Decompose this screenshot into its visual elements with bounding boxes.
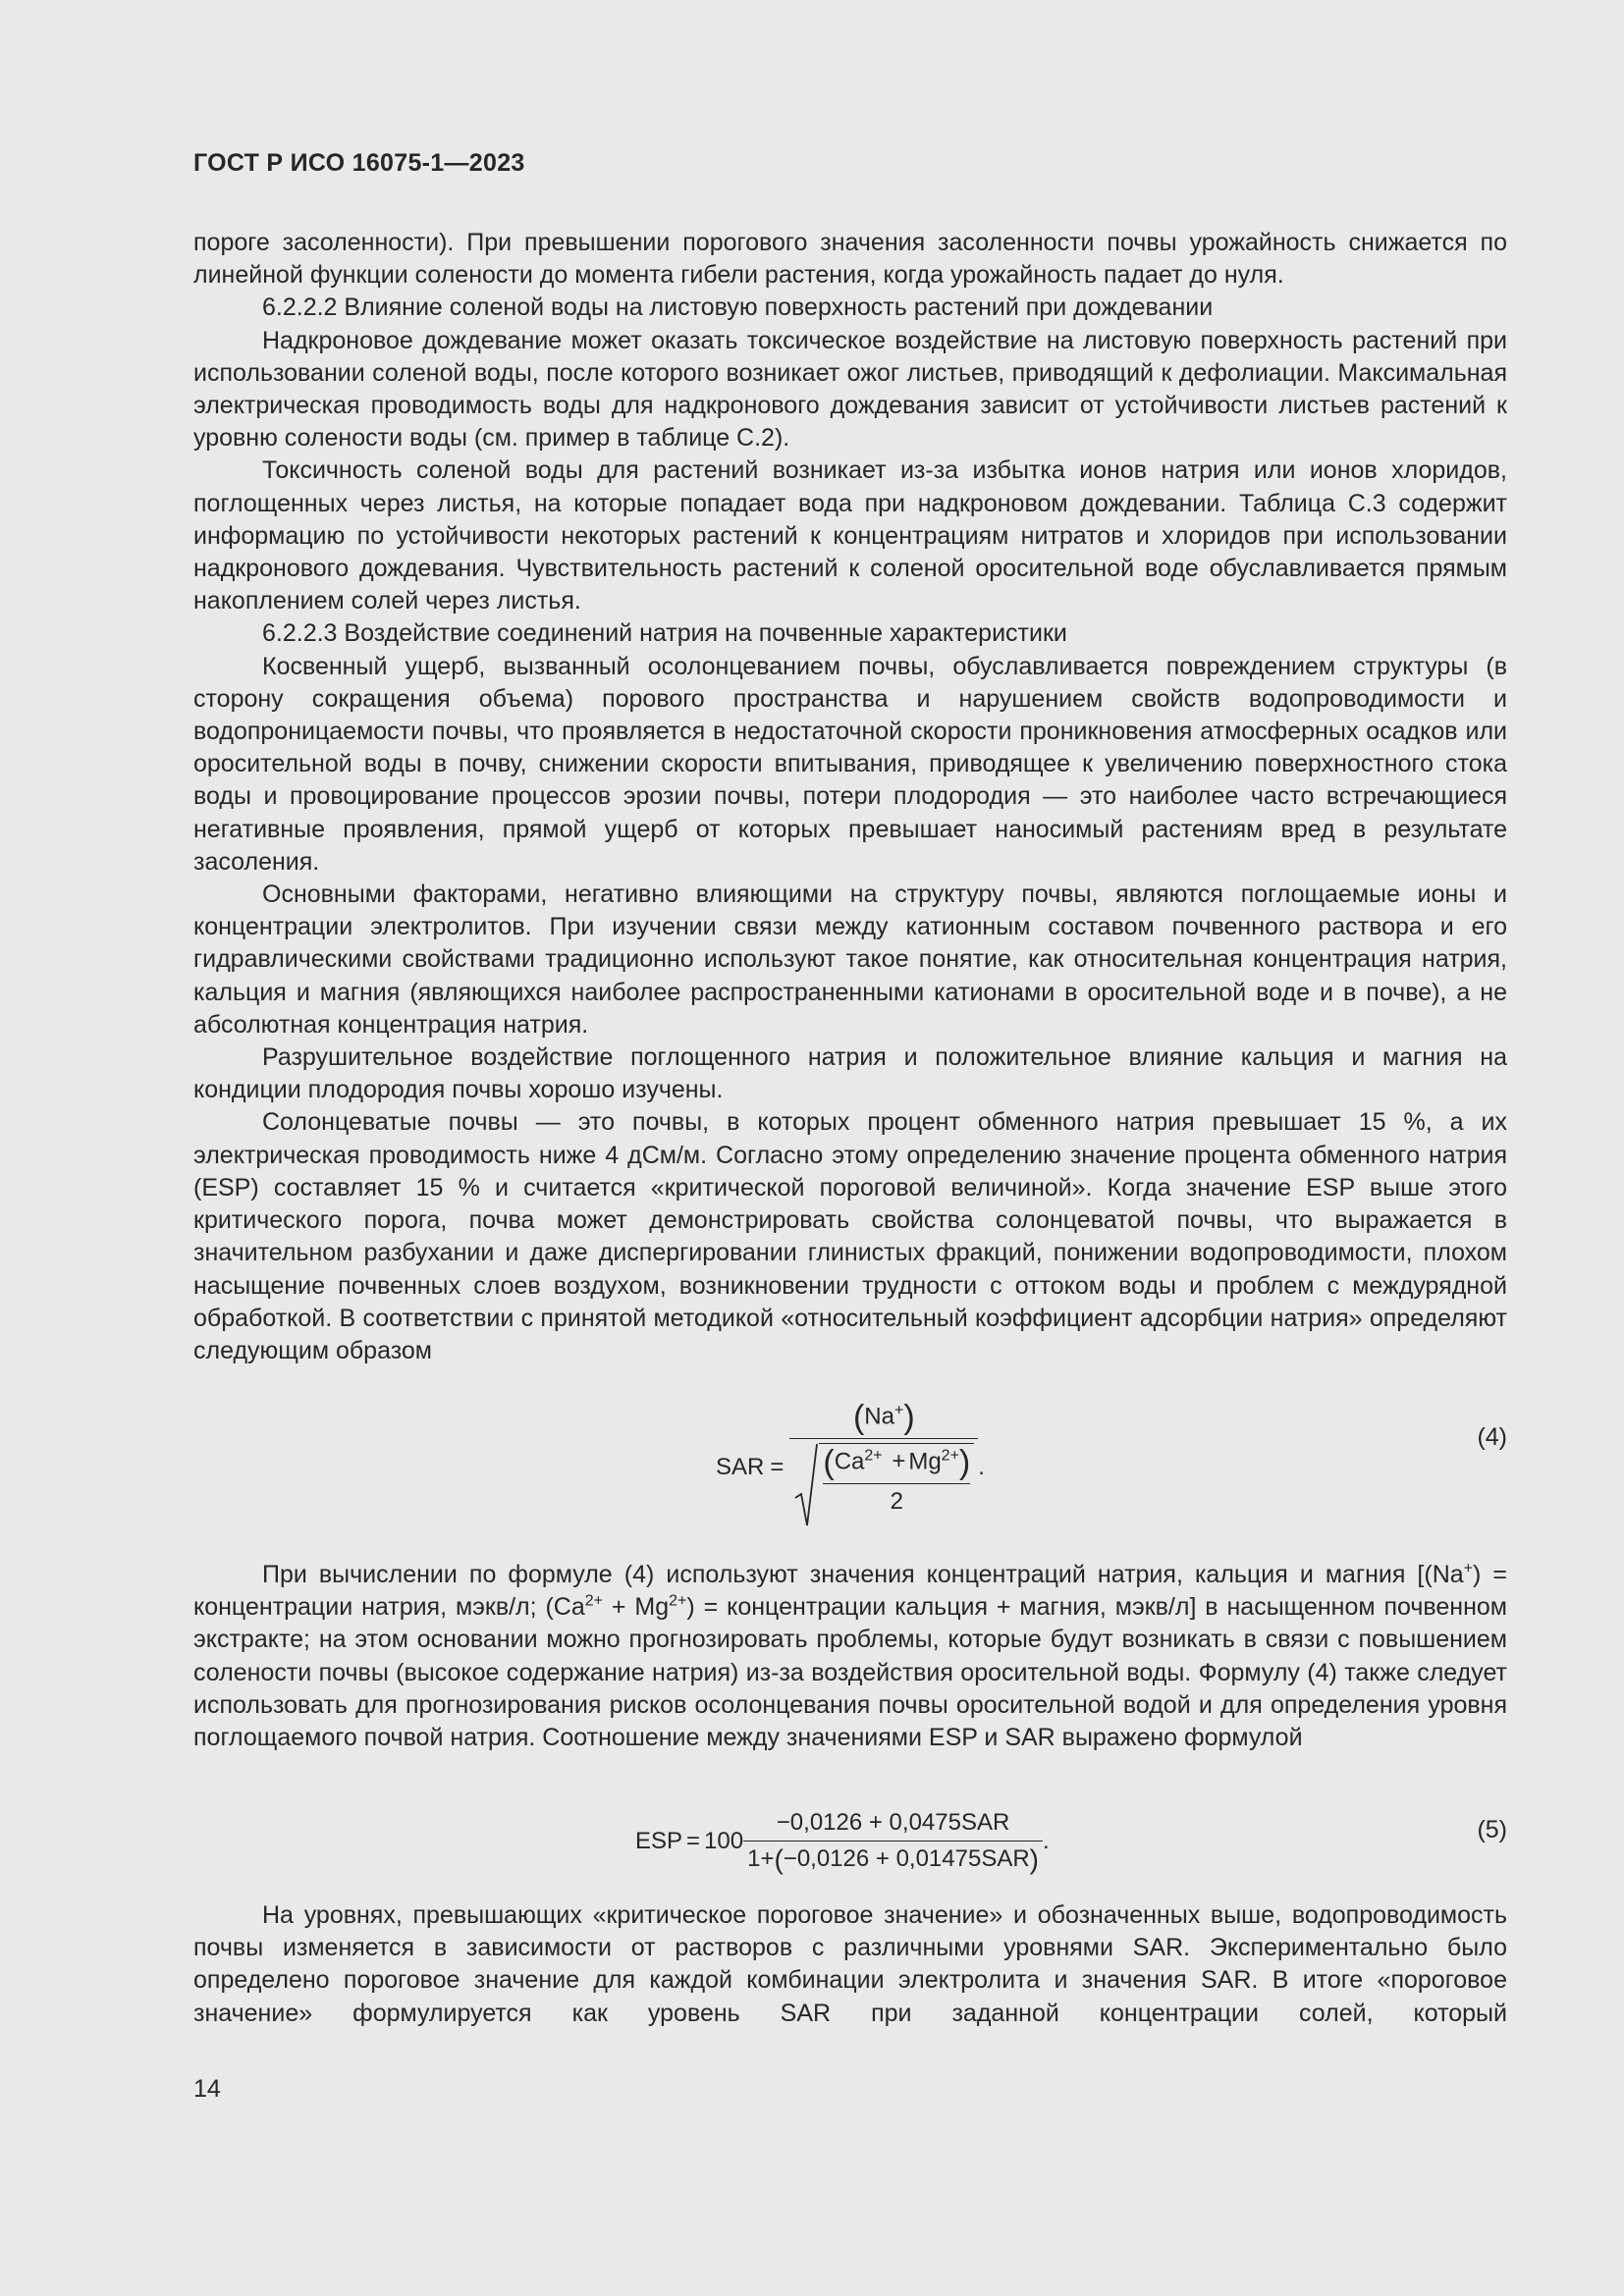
formula-equals: =: [686, 1828, 701, 1854]
radical-denominator: 2: [823, 1483, 970, 1516]
formula-fraction: [743, 1809, 1043, 1874]
paragraph: пороге засоленности). При превышении порогового значения засоленности почвы урожайность снижается по линейной функции солености до момента гибели растения, когда урожайность падает до нуля.: [193, 229, 1507, 290]
square-root: [793, 1443, 974, 1527]
paragraph: Надкроновое дождевание может оказать токсическое воздействие на листовую поверхность растений при использовании соленой воды, после которого возникает ожог листьев, приводящий к дефолиации. Максимальная электрическая проводимость воды для надкронового дождевания зависит от устойчивости листьев растений к уровню солености воды (см. пример в таблице С.2).: [193, 326, 1507, 453]
equation-number: (4): [1477, 1423, 1507, 1451]
equation-number: (5): [1477, 1816, 1507, 1843]
radical-numerator: $(Ca^{2+} + Mg^{2+})$: [823, 1444, 971, 1481]
formula-equals: =: [770, 1454, 785, 1480]
fraction-numerator: (Na+): [852, 1399, 915, 1436]
paragraph: Солонцеватые почвы — это почвы, в которых процент обменного натрия превышает 15 %, а их электрическая проводимость ниже 4 дСм/м. Согласно этому определению значение процента обменного натрия (ESP) составляет 15 % и считается «критической пороговой величиной». Когда значение ESP выше этого критического порога, почва может демонстрировать свойства солонцеватой почвы, что выражается в значительном разбухании и даже диспергировании глинистых фракций, понижении водопроводимости, плохом насыщение почвенных слоев воздухом, возникновении трудности с оттоком воды и проблем с междурядной обработкой. В соответствии с принятой методикой «относительный коэффициент адсорбции натрия» определяют следующим образом: [193, 1108, 1507, 1364]
document-header: ГОСТ Р ИСО 16075-1—2023: [193, 149, 525, 177]
formula-fraction: [789, 1401, 978, 1534]
formula-5: ESP = 100 $\frac{\text{−0,0126 + 0,0475SAR}}{\text{1+(−0,0126 + 0,01475SAR)}}$ . (5): [635, 1809, 1507, 1875]
paragraph: При вычислении по формуле (4) используют значения концентраций натрия, кальция и магния [(Na+) = концентрации натрия, мэкв/л; $(Ca^{2+} + Mg^{2+})$ = концентрации кальция + магния, мэкв/л] в насыщенном почвенном экстракте; на этом основании можно прогнозировать проблемы, которые будут возникать в связи с повышением солености почвы (высокое содержание натрия) из-за воздействия оросительной воды. Формулу (4) также следует использовать для прогнозирования рисков осолонцевания почвы оросительной водой и для определения уровня поглощаемого почвой натрия. Соотношение между значениями ESP и SAR выражено формулой: [193, 1560, 1508, 1752]
formula-coefficient: 100: [704, 1828, 744, 1854]
formula-lhs: SAR: [716, 1454, 765, 1480]
fraction-denominator: [789, 1438, 978, 1534]
paragraph: Основными факторами, негативно влияющими на структуру почвы, являются поглощаемые ионы и концентрации электролитов. При изучении связи между катионным составом почвенного раствора и его гидравлическими свойствами традиционно используют такое понятие, как относительная концентрация натрия, кальция и магния (являющихся наиболее распространенными катионами в оросительной воде и в почве), а не абсолютная концентрация натрия.: [193, 881, 1507, 1039]
paragraph: Токсичность соленой воды для растений возникает из-за избытка ионов натрия или ионов хлоридов, поглощенных через листья, на которые попадает вода при надкроновом дождевании. Таблица С.3 содержит информацию по устойчивости некоторых растений к концентрациям нитратов и хлоридов при использовании надкронового дождевания. Чувствительность растений к соленой оросительной воде обуславливается прямым накоплением солей через листья.: [193, 456, 1507, 615]
section-heading: 6.2.2.2 Влияние соленой воды на листовую поверхность растений при дождевании: [262, 294, 1214, 322]
body-text-bottom: [193, 1899, 1507, 2030]
paragraph: Косвенный ущерб, вызванный осолонцеванием почвы, обуславливается повреждением структуры (в сторону сокращения объема) порового пространства и нарушением свойств водопроводимости и водопроницаемости почвы, что проявляется в недостаточной скорости проникновения атмосферных осадков или оросительной воды в почву, снижении скорости впитывания, приводящее к увеличению поверхностного стока воды и провоцирование процессов эрозии почвы, потери плодородия — это наиболее часто встречающиеся негативные проявления, прямой ущерб от которых превышает наносимый растениям вред в результате засоления.: [193, 652, 1507, 876]
formula-lhs: ESP: [635, 1828, 683, 1854]
body-text-middle: [193, 1559, 1507, 1754]
body-text-top: [193, 227, 1507, 1367]
paragraph: На уровнях, превышающих «критическое пороговое значение» и обозначенных выше, водопроводимость почвы изменяется в зависимости от растворов с различными уровнями SAR. Экспериментально было определено пороговое значение для каждой комбинации электролита и значения SAR. В итоге «пороговое значение» формулируется как уровень SAR при заданной концентрации солей, который: [193, 1901, 1507, 2027]
section-heading: 6.2.2.3 Воздействие соединений натрия на почвенные характеристики: [262, 619, 1067, 648]
paragraph: Разрушительное воздействие поглощенного натрия и положительное влияние кальция и магния на кондиции плодородия почвы хорошо изучены.: [193, 1043, 1507, 1104]
fraction-denominator: 1+(−0,0126 + 0,01475SAR): [743, 1841, 1043, 1874]
formula-4: SAR = $\frac{(Na^+)}{\frac{(Ca^{2+} + Mg^{2+})}{2}}$ . (4): [193, 1394, 1507, 1541]
page-number: 14: [193, 2075, 221, 2103]
fraction-numerator: −0,0126 + 0,0475SAR: [776, 1809, 1010, 1837]
